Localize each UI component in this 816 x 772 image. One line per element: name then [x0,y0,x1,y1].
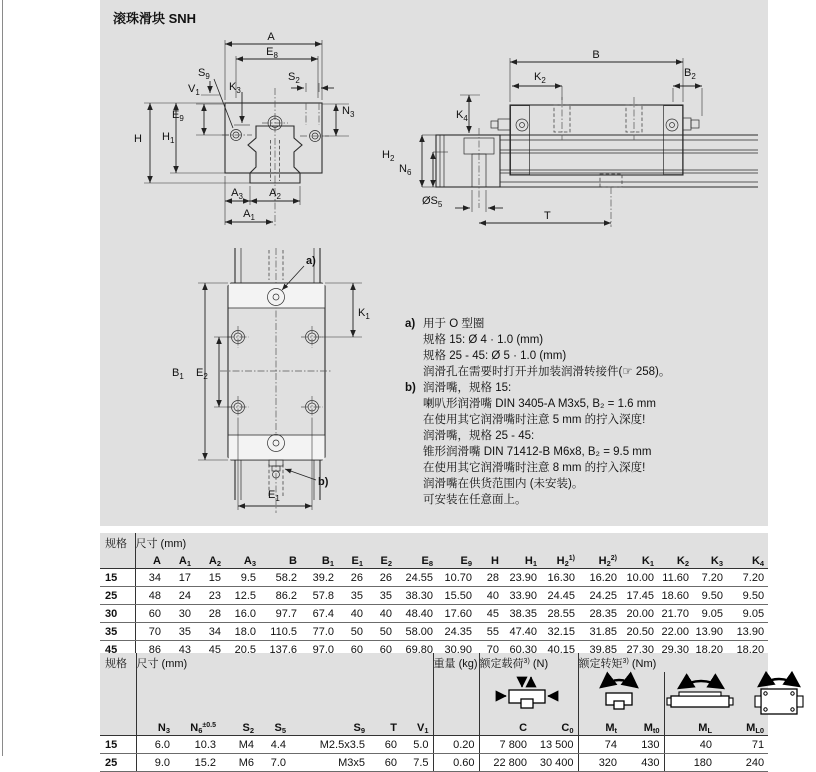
cell: 7.20 [727,569,768,587]
cell: 86 [135,641,165,659]
col-header: $A_1$ [165,552,195,569]
dim-label-N3: $N_3$ [342,105,355,119]
dim-label-B1: $B_1$ [172,367,184,381]
note-line: b) 润滑嘴，规格 15: [405,382,512,394]
col-header: $B_1$ [301,552,338,569]
cell: 43 [165,641,195,659]
note-line: 喇叭形润滑嘴 DIN 3405-A M3x5, B₂ = 1.6 mm [423,398,656,410]
cell: 5.0 [401,736,433,754]
cell: 6.0 [136,736,174,754]
torque-ml0-top-arc-icon [755,679,803,714]
cell: M3x5 [290,754,369,772]
cell: 9.0 [136,754,174,772]
cell: M4 [220,736,258,754]
cell: 57.8 [301,587,338,605]
cell: 24.25 [579,587,621,605]
dim-label-K3: $K_3$ [229,81,241,95]
cell: 60 [135,605,165,623]
dim-label-K1: $K_1$ [358,307,370,321]
col-header: $K_4$ [727,552,768,569]
note-line: 锥形润滑嘴 DIN 71412-B M6x8, B₂ = 9.5 mm [423,446,652,458]
cell: 40 [338,605,367,623]
dim-label-E9: $E_9$ [172,109,184,123]
cell: 24 [165,587,195,605]
table-row [100,605,768,623]
guide-rail [500,135,758,187]
spec-header: 规格 [105,658,127,670]
col-header: $S_2$ [220,719,258,736]
dim-label-H: H [134,133,142,145]
col-header: $E_2$ [367,552,396,569]
spec-cell: 15 [100,736,136,754]
cell: 35 [338,587,367,605]
cell: 15.50 [437,587,476,605]
table-row [100,552,768,569]
cell: 35 [367,587,396,605]
note-line: 规格 15: Ø 4 · 1.0 (mm) [423,334,544,346]
spec-cell: 25 [100,587,135,605]
dimensions-table [100,533,768,659]
dim-label-B2: $B_2$ [684,67,696,81]
cell: 32.15 [541,623,579,641]
dim-label-K2: $K_2$ [534,71,546,85]
cell: 70 [476,641,503,659]
cell: 74 [578,736,621,754]
col-header: $K_1$ [621,552,658,569]
cell: 40.15 [541,641,579,659]
cell: 430 [621,754,664,772]
table-row [100,623,768,641]
dim-label-S9: $S_9$ [198,67,210,81]
cell: 55 [476,623,503,641]
cell: 0.20 [433,736,479,754]
note-line: 润滑孔在需要时打开并加装润滑转接件(☞ 258)。 [423,366,671,378]
dim-header: 尺寸 (mm) [135,533,768,552]
dim-label-A: A [267,31,275,43]
dim-label-B: B [592,49,600,61]
cell: 24.35 [437,623,476,641]
weight-header: 重量 (kg) [433,653,479,719]
table-row [100,569,768,587]
cell: 18.20 [727,641,768,659]
cell: 71 [716,736,768,754]
dim-label-S2: $S_2$ [288,71,300,85]
spec-cell: 25 [100,754,136,772]
dim-label-A2: $A_2$ [269,187,281,201]
cell: 60 [338,641,367,659]
table-row [100,653,768,672]
col-header: T [369,719,401,736]
col-header: $H_2^{2)}$ [579,552,621,569]
spec-cell: 45 [100,641,135,659]
note-line: 规格 25 - 45: Ø 5 · 1.0 (mm) [423,350,567,362]
rail-cross-section [436,135,500,187]
table-row [100,587,768,605]
cell: 18.0 [225,623,260,641]
cell: 48 [135,587,165,605]
cell: 20.5 [225,641,260,659]
col-header: $E_8$ [396,552,437,569]
col-header: $V_1$ [401,719,433,736]
cell: 11.60 [658,569,693,587]
cell: 13 500 [531,736,578,754]
cell: 97.7 [260,605,301,623]
cell: 0.60 [433,754,479,772]
cell: 40 [367,605,396,623]
note-line: 在使用其它润滑嘴时注意 5 mm 的拧入深度! [423,414,646,426]
col-header: $E_1$ [338,552,367,569]
cell: 40 [476,587,503,605]
cell: 17 [165,569,195,587]
cell: 60 [369,736,401,754]
cell: M2.5x3.5 [290,736,369,754]
col-header: C [479,719,531,736]
cell: 9.50 [727,587,768,605]
cell: 58.00 [396,623,437,641]
cell: 38.35 [503,605,541,623]
cell: 137.6 [260,641,301,659]
cell: 50 [367,623,396,641]
cell: 21.70 [658,605,693,623]
spec-cell: 35 [100,623,135,641]
cell: 4.4 [258,736,290,754]
cell: 23.90 [503,569,541,587]
cell: 38.30 [396,587,437,605]
page-title: 滚珠滑块 SNH [113,11,197,26]
cell: 9.5 [225,569,260,587]
cell: 9.50 [693,587,727,605]
cell: 22.00 [658,623,693,641]
col-header: $H_1$ [503,552,541,569]
table-row [100,719,768,736]
cell: 86.2 [260,587,301,605]
load-direction-icon [479,672,578,719]
torque-mt-arc-icon [578,672,664,719]
cell: 24.45 [541,587,579,605]
cell: 30 400 [531,754,578,772]
cell: 35 [165,623,195,641]
col-header: $S_9$ [290,719,369,736]
table-row [100,533,768,552]
cell: 58.2 [260,569,301,587]
spec-cell: 15 [100,569,135,587]
cell: 27.30 [621,641,658,659]
cell: 10.3 [174,736,220,754]
cell: 13.90 [693,623,727,641]
cell: 28.35 [579,605,621,623]
cell: 18.20 [693,641,727,659]
cell: 110.5 [260,623,301,641]
cell: 15 [195,569,225,587]
cell: 34 [195,623,225,641]
cell: 69.80 [396,641,437,659]
cell: 45 [195,641,225,659]
col-header: $S_5$ [258,719,290,736]
dim-label-S5: $ØS_5$ [422,195,443,209]
cell: 31.85 [579,623,621,641]
cell: 320 [578,754,621,772]
cell: 39.2 [301,569,338,587]
dim-label-N6: $N_6$ [399,163,412,177]
cell: 10.00 [621,569,658,587]
front-section-view-drawing [130,28,410,245]
cell: 12.5 [225,587,260,605]
cell: 18.60 [658,587,693,605]
cell: 180 [664,754,716,772]
cell: 240 [716,754,768,772]
dim-label-E2: $E_2$ [196,367,208,381]
cell: 28.55 [541,605,579,623]
cell: 17.45 [621,587,658,605]
cell: 39.85 [579,641,621,659]
cell: 50 [338,623,367,641]
cell: 28 [476,569,503,587]
cell: 60.30 [503,641,541,659]
grease-fitting-right [683,118,691,130]
load-header: 额定载荷$^{3)}$ (N) [479,653,578,672]
note-line: a) 用于 O 型圈 [405,318,485,330]
cell: 30 [165,605,195,623]
dim-label-E8: $E_8$ [266,46,278,60]
cell: 77.0 [301,623,338,641]
dim-label-T: T [544,210,551,222]
runner-block-top [228,283,325,460]
cell: 9.05 [727,605,768,623]
cell: 7.0 [258,754,290,772]
col-header: $E_9$ [437,552,476,569]
lube-nipple-left [516,119,528,131]
torque-header: 额定转矩$^{3)}$ (Nm) [578,653,768,672]
cell: 34 [135,569,165,587]
cell: 60 [369,754,401,772]
grease-fitting-left [498,119,510,130]
cell: 17.60 [437,605,476,623]
cell: 16.30 [541,569,579,587]
col-header: H [476,552,503,569]
cell: 67.4 [301,605,338,623]
cell: 30.90 [437,641,476,659]
col-header: $A_3$ [225,552,260,569]
cell: 7.5 [401,754,433,772]
cell: 20.50 [621,623,658,641]
dim-label-A3: $A_3$ [231,187,243,201]
side-view-drawing [378,40,768,250]
callout-a: a) [306,255,316,267]
cell: 60 [367,641,396,659]
cell: 97.0 [301,641,338,659]
cell: 22 800 [479,754,531,772]
col-header: $K_3$ [693,552,727,569]
note-line: 在使用其它润滑嘴时注意 8 mm 的拧入深度! [423,462,646,474]
callout-b: b) [318,476,329,488]
col-header: $N_6^{\pm 0.5}$ [174,719,220,736]
cell: 7 800 [479,736,531,754]
col-header: $K_2$ [658,552,693,569]
col-header: $N_3$ [136,719,174,736]
note-line: 润滑嘴，规格 25 - 45: [423,430,535,442]
table-row [100,736,768,754]
cell: 23 [195,587,225,605]
mounting-holes [227,326,323,418]
col-header: A [135,552,165,569]
dim-header: 尺寸 (mm) [136,653,433,719]
col-header: $M_L$ [664,719,716,736]
col-header [433,719,479,736]
table-row [100,754,768,772]
note-line: 可安装在任意面上。 [423,494,527,506]
cell: 9.05 [693,605,727,623]
top-view-drawing [170,248,405,525]
torque-ml-side-arc-icon [667,681,733,707]
dim-label-A1: $A_1$ [243,208,255,222]
col-header: $M_{t0}$ [621,719,664,736]
cell: 10.70 [437,569,476,587]
cell: 15.2 [174,754,220,772]
cell: 13.90 [727,623,768,641]
col-header: $M_{L0}$ [716,719,768,736]
dim-label-E1: $E_1$ [268,489,280,503]
cell: M6 [220,754,258,772]
cell: 26 [367,569,396,587]
note-line: 润滑嘴在供货范围内 (未安装)。 [423,478,584,490]
cell: 28 [195,605,225,623]
cell: 7.20 [693,569,727,587]
cell: 47.40 [503,623,541,641]
cell: 48.40 [396,605,437,623]
dim-label-K4: $K_4$ [456,109,468,123]
cell: 33.90 [503,587,541,605]
col-header: $H_2^{1)}$ [541,552,579,569]
dim-label-H1: $H_1$ [162,131,175,145]
cell: 20.00 [621,605,658,623]
cell: 130 [621,736,664,754]
spec-header: 规格 [105,538,127,550]
spec-cell: 30 [100,605,135,623]
page-edge-rule [2,0,3,756]
col-header: $C_0$ [531,719,578,736]
dim-label-H2: $H_2$ [382,149,395,163]
load-ratings-table [100,653,768,772]
col-header: $M_t$ [578,719,621,736]
drawing-panel [100,0,768,526]
dim-label-V1: $V_1$ [188,83,200,97]
footnotes-block [405,316,760,508]
cell: 45 [476,605,503,623]
cell: 40 [664,736,716,754]
cell: 26 [338,569,367,587]
cell: 70 [135,623,165,641]
col-header: B [260,552,301,569]
cell: 29.30 [658,641,693,659]
col-header: $A_2$ [195,552,225,569]
torque-ml-arc-icons [664,672,768,719]
cell: 16.0 [225,605,260,623]
cell: 16.20 [579,569,621,587]
cell: 24.55 [396,569,437,587]
lube-nipple-right [666,119,678,131]
